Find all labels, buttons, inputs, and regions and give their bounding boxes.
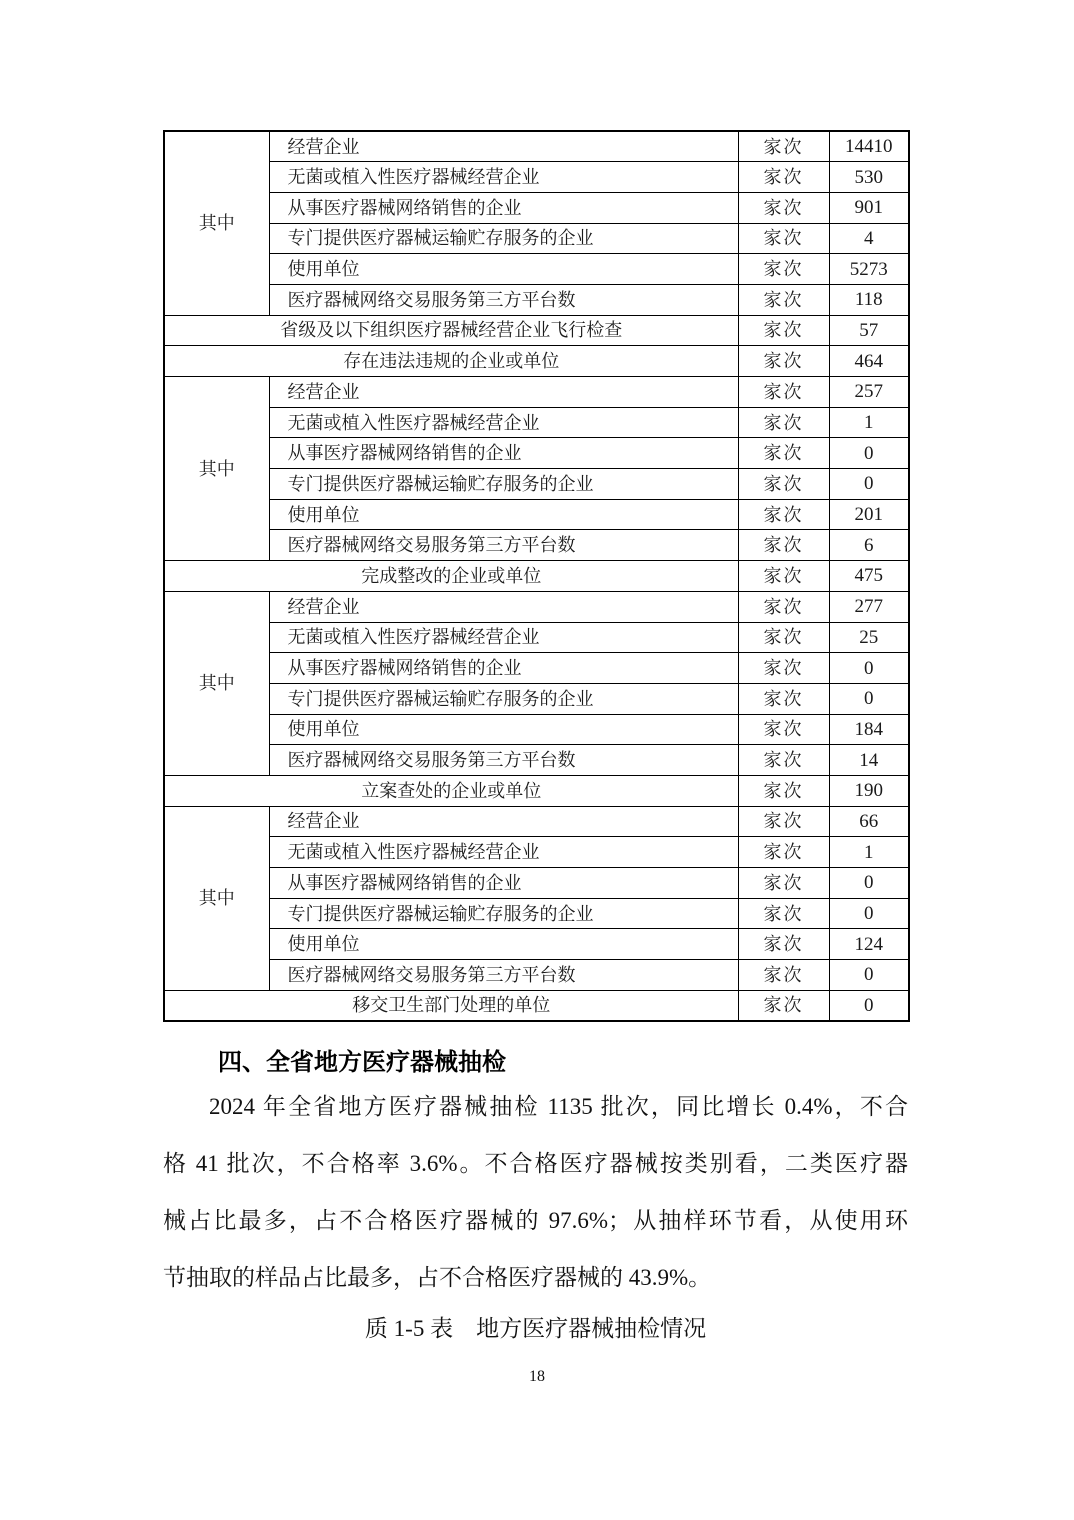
table-caption: 质 1-5 表 地方医疗器械抽检情况	[364, 1316, 707, 1341]
value-cell: 0	[829, 438, 909, 469]
group-label-cell: 其中	[164, 131, 269, 315]
summary-label-cell: 立案查处的企业或单位	[164, 775, 738, 806]
table-row	[164, 591, 909, 622]
value-cell: 1	[829, 837, 909, 868]
item-cell: 医疗器械网络交易服务第三方平台数	[269, 960, 738, 991]
table-row	[164, 837, 909, 868]
value-cell: 901	[829, 192, 909, 223]
paragraph-line: 械占比最多，占不合格医疗器械的 97.6%；从抽样环节看，从使用环	[163, 1208, 908, 1233]
table-row	[164, 254, 909, 285]
item-cell: 专门提供医疗器械运输贮存服务的企业	[269, 469, 738, 500]
value-cell: 277	[829, 591, 909, 622]
table-row	[164, 469, 909, 500]
summary-label-cell: 完成整改的企业或单位	[164, 561, 738, 592]
table-row	[164, 530, 909, 561]
unit-cell: 家次	[738, 929, 829, 960]
item-cell: 使用单位	[269, 714, 738, 745]
unit-cell: 家次	[738, 284, 829, 315]
paragraph-line: 2024 年全省地方医疗器械抽检 1135 批次，同比增长 0.4%，不合	[209, 1094, 908, 1119]
group-label-cell: 其中	[164, 806, 269, 990]
item-cell: 经营企业	[269, 591, 738, 622]
body-paragraph	[163, 1078, 908, 1306]
unit-cell: 家次	[738, 745, 829, 776]
table-row	[164, 745, 909, 776]
item-cell: 从事医疗器械网络销售的企业	[269, 868, 738, 899]
item-cell: 使用单位	[269, 499, 738, 530]
value-cell: 5273	[829, 254, 909, 285]
unit-cell: 家次	[738, 868, 829, 899]
item-cell: 从事医疗器械网络销售的企业	[269, 438, 738, 469]
unit-cell: 家次	[738, 530, 829, 561]
table-row	[164, 223, 909, 254]
page-number: 18	[529, 1368, 545, 1385]
item-cell: 专门提供医疗器械运输贮存服务的企业	[269, 223, 738, 254]
item-cell: 医疗器械网络交易服务第三方平台数	[269, 745, 738, 776]
value-cell: 464	[829, 346, 909, 377]
value-cell: 6	[829, 530, 909, 561]
value-cell: 201	[829, 499, 909, 530]
value-cell: 0	[829, 960, 909, 991]
table-row	[164, 929, 909, 960]
item-cell: 从事医疗器械网络销售的企业	[269, 653, 738, 684]
unit-cell: 家次	[738, 622, 829, 653]
table-row	[164, 683, 909, 714]
item-cell: 使用单位	[269, 929, 738, 960]
value-cell: 124	[829, 929, 909, 960]
summary-label-cell: 存在违法违规的企业或单位	[164, 346, 738, 377]
item-cell: 经营企业	[269, 131, 738, 162]
value-cell: 14	[829, 745, 909, 776]
item-cell: 经营企业	[269, 806, 738, 837]
inspection-stats-table	[163, 130, 910, 1022]
summary-label-cell: 移交卫生部门处理的单位	[164, 990, 738, 1021]
table-row	[164, 868, 909, 899]
table-row	[164, 315, 909, 346]
table-row	[164, 131, 909, 162]
value-cell: 0	[829, 898, 909, 929]
unit-cell: 家次	[738, 806, 829, 837]
value-cell: 257	[829, 377, 909, 408]
item-cell: 使用单位	[269, 254, 738, 285]
value-cell: 0	[829, 683, 909, 714]
item-cell: 无菌或植入性医疗器械经营企业	[269, 837, 738, 868]
table-row	[164, 377, 909, 408]
section-heading: 四、全省地方医疗器械抽检	[218, 1049, 506, 1076]
table-row	[164, 898, 909, 929]
unit-cell: 家次	[738, 438, 829, 469]
item-cell: 专门提供医疗器械运输贮存服务的企业	[269, 683, 738, 714]
value-cell: 0	[829, 469, 909, 500]
item-cell: 医疗器械网络交易服务第三方平台数	[269, 530, 738, 561]
unit-cell: 家次	[738, 377, 829, 408]
table-row	[164, 192, 909, 223]
value-cell: 118	[829, 284, 909, 315]
table-row	[164, 714, 909, 745]
value-cell: 66	[829, 806, 909, 837]
table-row	[164, 346, 909, 377]
value-cell: 4	[829, 223, 909, 254]
table-row	[164, 806, 909, 837]
item-cell: 无菌或植入性医疗器械经营企业	[269, 407, 738, 438]
unit-cell: 家次	[738, 775, 829, 806]
value-cell: 25	[829, 622, 909, 653]
table-row	[164, 653, 909, 684]
table-row	[164, 990, 909, 1021]
value-cell: 57	[829, 315, 909, 346]
unit-cell: 家次	[738, 407, 829, 438]
table-row	[164, 775, 909, 806]
unit-cell: 家次	[738, 469, 829, 500]
table-row	[164, 284, 909, 315]
item-cell: 专门提供医疗器械运输贮存服务的企业	[269, 898, 738, 929]
value-cell: 190	[829, 775, 909, 806]
unit-cell: 家次	[738, 346, 829, 377]
unit-cell: 家次	[738, 561, 829, 592]
unit-cell: 家次	[738, 315, 829, 346]
value-cell: 475	[829, 561, 909, 592]
table-row	[164, 561, 909, 592]
unit-cell: 家次	[738, 714, 829, 745]
unit-cell: 家次	[738, 653, 829, 684]
item-cell: 无菌或植入性医疗器械经营企业	[269, 622, 738, 653]
inspection-stats-table-body	[164, 131, 909, 1021]
paragraph-line: 格 41 批次，不合格率 3.6%。不合格医疗器械按类别看，二类医疗器	[163, 1151, 908, 1176]
unit-cell: 家次	[738, 990, 829, 1021]
unit-cell: 家次	[738, 131, 829, 162]
group-label-cell: 其中	[164, 591, 269, 775]
item-cell: 无菌或植入性医疗器械经营企业	[269, 162, 738, 193]
unit-cell: 家次	[738, 162, 829, 193]
value-cell: 530	[829, 162, 909, 193]
value-cell: 0	[829, 868, 909, 899]
summary-label-cell: 省级及以下组织医疗器械经营企业飞行检查	[164, 315, 738, 346]
unit-cell: 家次	[738, 499, 829, 530]
value-cell: 0	[829, 653, 909, 684]
table-row	[164, 438, 909, 469]
unit-cell: 家次	[738, 837, 829, 868]
table-row	[164, 499, 909, 530]
group-label-cell: 其中	[164, 377, 269, 561]
table-row	[164, 407, 909, 438]
unit-cell: 家次	[738, 223, 829, 254]
value-cell: 14410	[829, 131, 909, 162]
unit-cell: 家次	[738, 898, 829, 929]
table-row	[164, 960, 909, 991]
value-cell: 184	[829, 714, 909, 745]
value-cell: 0	[829, 990, 909, 1021]
item-cell: 从事医疗器械网络销售的企业	[269, 192, 738, 223]
table-row	[164, 162, 909, 193]
unit-cell: 家次	[738, 683, 829, 714]
item-cell: 医疗器械网络交易服务第三方平台数	[269, 284, 738, 315]
paragraph-line: 节抽取的样品占比最多，占不合格医疗器械的 43.9%。	[163, 1265, 712, 1290]
unit-cell: 家次	[738, 960, 829, 991]
unit-cell: 家次	[738, 591, 829, 622]
unit-cell: 家次	[738, 192, 829, 223]
value-cell: 1	[829, 407, 909, 438]
table-row	[164, 622, 909, 653]
unit-cell: 家次	[738, 254, 829, 285]
item-cell: 经营企业	[269, 377, 738, 408]
